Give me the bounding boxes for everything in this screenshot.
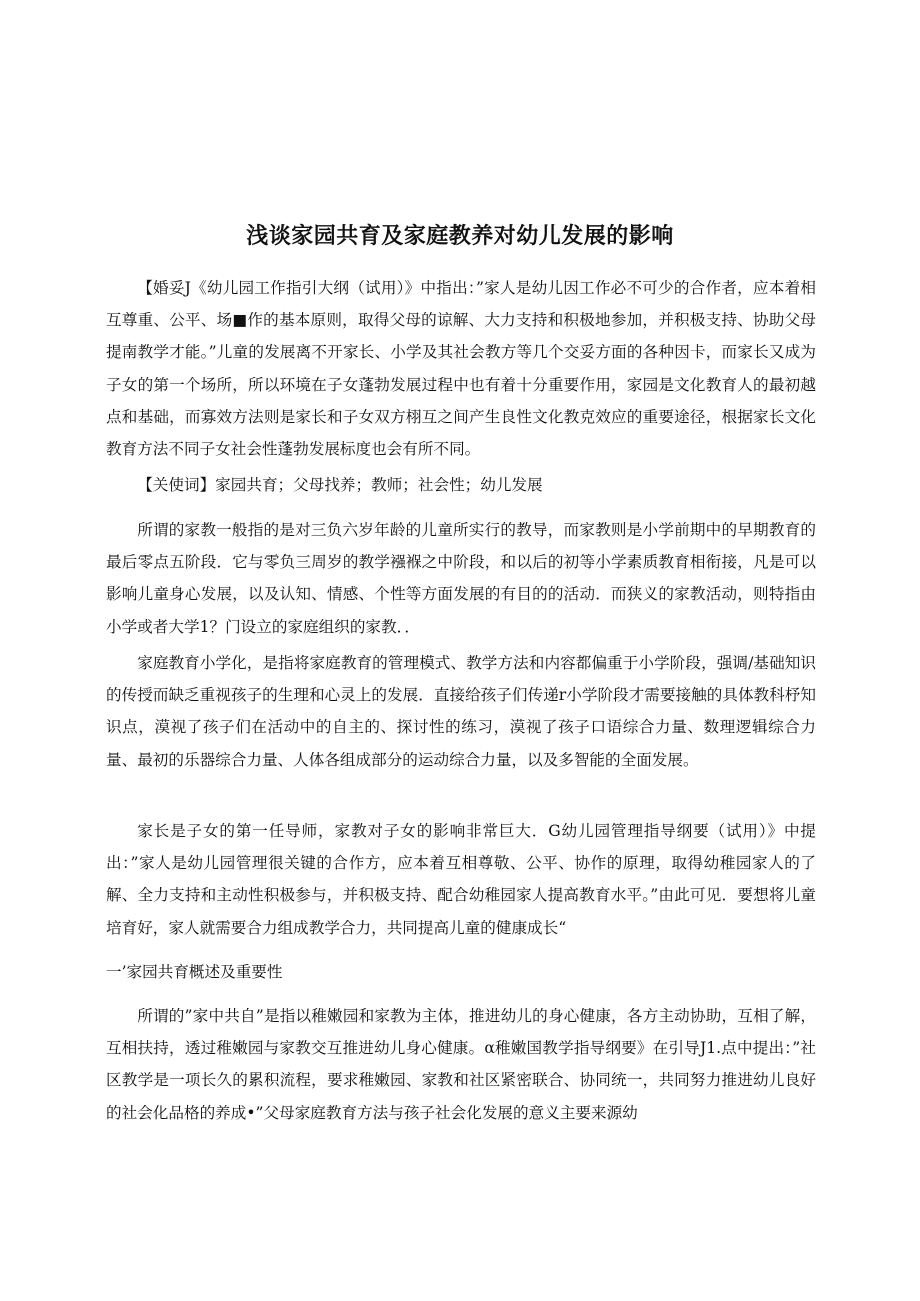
keywords-line: 【关使词】家园共育；父母找养；教师；社会性；幼儿发展: [137, 476, 543, 494]
document-title: 浅谈家园共育及家庭教养对幼儿发展的影响: [246, 224, 674, 249]
body-paragraph: 所谓的家教一般指的是对三负六岁年龄的儿童所实行的教导，而家教则是小学前期中的早期教育的最后零点五阶段．它与零负三周岁的教学襁褓之中阶段，和以后的初等小学素质教育相衔接，凡是可以影响儿童身心发展，以及认知、情感、个性等方面发展的有目的的活动．而狭义的家教活动，则特指由小学或者大学1？门设立的家庭组织的家教．．: [106, 521, 816, 636]
abstract-paragraph: 【婚妥J《幼儿园工作指引大纲（试用）》中指出：”家人是幼儿因工作必不可少的合作者，应本着相互尊重、公平、场■作的基本原则，取得父母的谅解、大力支持和积极地参加，并积极支持、协助父母提南教学才能。”儿童的发展离不开家长、小学及其社会教方等几个交妥方面的各种因卡，而家长又成为子女的第一个场所，所以环境在子女蓬勃发展过程中也有着十分重要作用，家园是文化教育人的最初越点和基础，而寡效方法则是家长和子女双方栩互之间产生良性文化教克效应的重要途径，根据家长文化教育方法不同子女社会性蓬勃发展标度也会有所不同。: [106, 279, 816, 459]
section-heading: 一’家园共育概述及重要性: [106, 963, 283, 981]
body-paragraph: 家庭教育小学化，是指将家庭教育的管理模式、教学方法和内容都偏重于小学阶段，强调/基础知识的传授而缺乏重视孩子的生理和心灵上的发展．直接给孩子们传递r小学阶段才需要接触的具体教科杼知识点，漠视了孩子们在活动中的自主的、探讨性的练习，漠视了孩子口语综合力量、数理逻辑综合力量、最初的乐器综合力量、人体各组成部分的运动综合力量，以及多智能的全面发展。: [106, 654, 816, 769]
body-paragraph: 家长是子女的第一任导师，家教对子女的影响非常巨大．G幼儿园管理指导纲要（试用）》中提出：”家人是幼儿园管理很关键的合作方，应本着互相尊敬、公平、协作的原理，取得幼稚园家人的了解、全力支持和主动性积极参与，并积极支持、配合幼稚园家人提高教育水平。”由此可见．要想将儿童培育好，家人就需要合力组成教学合力，共同提高儿童的健康成长“: [106, 822, 816, 937]
section-paragraph: 所谓的”家中共自”是指以稚嫩园和家教为主体，推进幼儿的身心健康，各方主动协助，互相了解，互相扶持，透过稚嫩园与家教交互推进幼儿身心健康。α稚嫩国教学指导纲要》在引导J1.点中提出：”社区教学是一项长久的累积流程，要求稚嫩园、家教和社区紧密联合、协同统一，共同努力推进幼儿良好的社会化品格的养成•”父母家庭教育方法与孩子社会化发展的意义主要来源幼: [106, 1007, 816, 1122]
